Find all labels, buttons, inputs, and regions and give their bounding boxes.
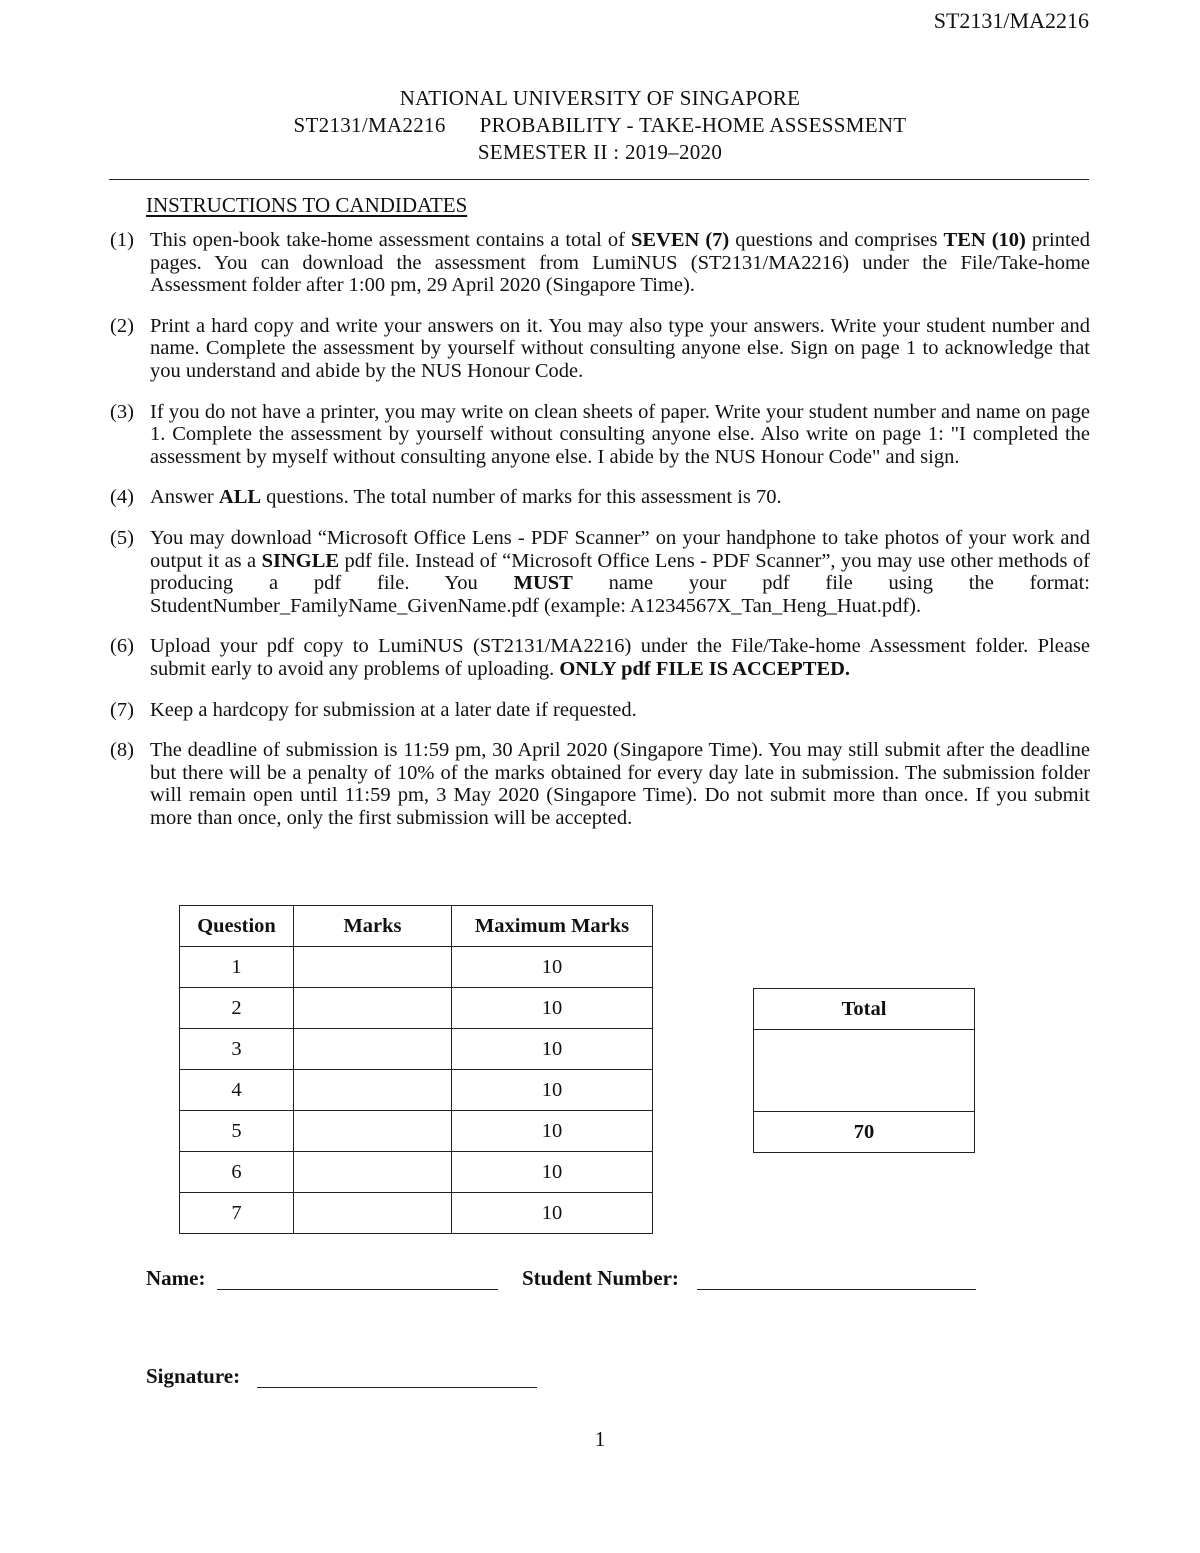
- marks-table-header-row: [180, 906, 653, 947]
- instruction-text-run: If you do not have a printer, you may write on clean sheets of paper. Write your student number and name on page 1. Complete the assessment by yourself without consulting anyone else. Also write on page 1: "I completed the assessment by myself without consulting anyone else. I abide by the NUS Honour Code" and sign.: [150, 400, 1090, 468]
- name-field-line: [217, 1269, 498, 1290]
- question-number-cell: 5: [180, 1111, 294, 1152]
- instruction-text: [150, 527, 1090, 617]
- course-name: PROBABILITY - TAKE-HOME ASSESSMENT: [479, 113, 907, 137]
- instruction-text-run: name your pdf file using the format: StudentNumber_FamilyName_GivenName.pdf (example: A1234567X_Tan_Heng_Huat.pdf).: [150, 572, 1090, 617]
- instruction-text-run: Keep a hardcopy for submission at a later date if requested.: [150, 698, 637, 721]
- instruction-text-run: questions and comprises: [729, 229, 944, 251]
- instruction-number: (7): [110, 698, 134, 721]
- maximum-marks-cell: 10: [452, 1029, 653, 1070]
- maximum-marks-cell: 10: [452, 1152, 653, 1193]
- instruction-item: [110, 486, 1090, 509]
- maximum-marks-cell: 10: [452, 988, 653, 1029]
- instruction-text-run: pdf file. Instead of “Microsoft Office Lens - PDF Scanner”, you may use other methods of producing a pdf file. You: [150, 549, 1090, 595]
- instruction-emphasis: ALL: [218, 486, 262, 509]
- instruction-item: [110, 635, 1090, 680]
- maximum-marks-cell: 10: [452, 947, 653, 988]
- instruction-number: (6): [110, 635, 134, 658]
- maximum-marks-cell: 10: [452, 1070, 653, 1111]
- semester: SEMESTER II : 2019–2020: [477, 140, 723, 164]
- student-number-label: Student Number:: [522, 1266, 679, 1290]
- maximum-marks-cell: 10: [452, 1193, 653, 1234]
- table-row: [180, 1152, 653, 1193]
- marks-cell: [294, 1070, 452, 1111]
- instruction-number: (4): [110, 486, 134, 509]
- instruction-text: [150, 635, 1090, 680]
- table-row: [180, 1111, 653, 1152]
- signature-label: Signature:: [146, 1364, 241, 1388]
- marks-cell: [294, 947, 452, 988]
- instruction-emphasis: ONLY pdf FILE IS ACCEPTED.: [559, 657, 851, 680]
- question-number-cell: 1: [180, 947, 294, 988]
- table-row: [180, 1070, 653, 1111]
- instruction-item: [110, 699, 1090, 722]
- instruction-text-run: The deadline of submission is 11:59 pm, 30 April 2020 (Singapore Time). You may still submit after the deadline but there will be a penalty of 10% of the marks obtained for every day late in submission. The submission folder will remain open until 11:59 pm, 3 May 2020 (Singapore Time). Do not submit more than once. If you submit more than once, only the first submission will be accepted.: [150, 739, 1090, 829]
- table-row: [180, 947, 653, 988]
- instruction-number: (3): [110, 400, 134, 423]
- question-number-cell: 2: [180, 988, 294, 1029]
- total-max-marks: 70: [754, 1112, 975, 1153]
- instruction-text: [150, 739, 1090, 829]
- instruction-text: [150, 401, 1090, 469]
- instruction-text-run: Print a hard copy and write your answers on it. You may also type your answers. Write your student number and name. Complete the assessment by yourself without consulting anyone else. Sign on page 1 to acknowledge that you understand and abide by the NUS Honour Code.: [150, 314, 1090, 382]
- marks-cell: [294, 1193, 452, 1234]
- instruction-number: (8): [110, 739, 134, 762]
- maximum-marks-cell: 10: [452, 1111, 653, 1152]
- header-divider: [109, 179, 1089, 180]
- instruction-emphasis: TEN (10): [943, 229, 1026, 251]
- instruction-item: [110, 315, 1090, 383]
- total-header: Total: [754, 989, 975, 1030]
- university-name: NATIONAL UNIVERSITY OF SINGAPORE: [399, 86, 801, 110]
- instruction-item: [110, 739, 1090, 829]
- instructions-heading: INSTRUCTIONS TO CANDIDATES: [146, 193, 468, 217]
- total-table: [753, 988, 975, 1153]
- column-header-marks: Marks: [294, 906, 452, 947]
- marks-cell: [294, 1152, 452, 1193]
- instruction-text: [150, 486, 1090, 509]
- marks-cell: [294, 988, 452, 1029]
- instruction-number: (1): [110, 229, 134, 251]
- instruction-text: [150, 699, 1090, 722]
- signature-field-line: [257, 1367, 537, 1388]
- page-number: 1: [594, 1427, 606, 1451]
- marks-table: [179, 905, 653, 1234]
- marks-cell: [294, 1029, 452, 1070]
- question-number-cell: 4: [180, 1070, 294, 1111]
- instruction-emphasis: SINGLE: [261, 549, 340, 572]
- instruction-number: (5): [110, 526, 134, 549]
- column-header-question: Question: [180, 906, 294, 947]
- student-number-field-line: [697, 1269, 976, 1290]
- instruction-text-run: Answer: [150, 486, 219, 509]
- question-number-cell: 3: [180, 1029, 294, 1070]
- table-row: [180, 988, 653, 1029]
- instruction-text: [150, 229, 1090, 297]
- instruction-text-run: printed pages. You can download the assessment from LumiNUS (ST2131/MA2216) under the File/Take-home Assessment folder after 1:00 pm, 29 April 2020 (Singapore Time).: [150, 229, 1090, 297]
- table-row: [180, 1029, 653, 1070]
- instruction-text: [150, 315, 1090, 383]
- table-row: [180, 1193, 653, 1234]
- name-label: Name:: [146, 1266, 206, 1290]
- column-header-maximum-marks: Maximum Marks: [452, 906, 653, 947]
- question-number-cell: 6: [180, 1152, 294, 1193]
- instruction-number: (2): [110, 314, 134, 337]
- instruction-item: [110, 401, 1090, 469]
- instruction-item: [110, 527, 1090, 617]
- instruction-text-run: Upload your pdf copy to LumiNUS (ST2131/MA2216) under the File/Take-home Assessment folder. Please submit early to avoid any problems of uploading.: [150, 635, 1090, 680]
- instruction-emphasis: MUST: [513, 572, 573, 595]
- instruction-item: [110, 229, 1090, 297]
- question-number-cell: 7: [180, 1193, 294, 1234]
- course-code: ST2131/MA2216: [293, 113, 446, 137]
- instruction-text-run: This open-book take-home assessment contains a total of: [150, 229, 631, 251]
- total-score-cell: [754, 1030, 975, 1112]
- instruction-text-run: You may download “Microsoft Office Lens - PDF Scanner” on your handphone to take photos of your work and output it as a: [150, 526, 1090, 572]
- instructions-list: [110, 229, 1090, 847]
- marks-cell: [294, 1111, 452, 1152]
- header-course-code: ST2131/MA2216: [933, 8, 1089, 33]
- instruction-emphasis: SEVEN (7): [630, 229, 730, 251]
- course-title: [0, 113, 1200, 138]
- instruction-text-run: questions. The total number of marks for this assessment is 70.: [261, 486, 782, 509]
